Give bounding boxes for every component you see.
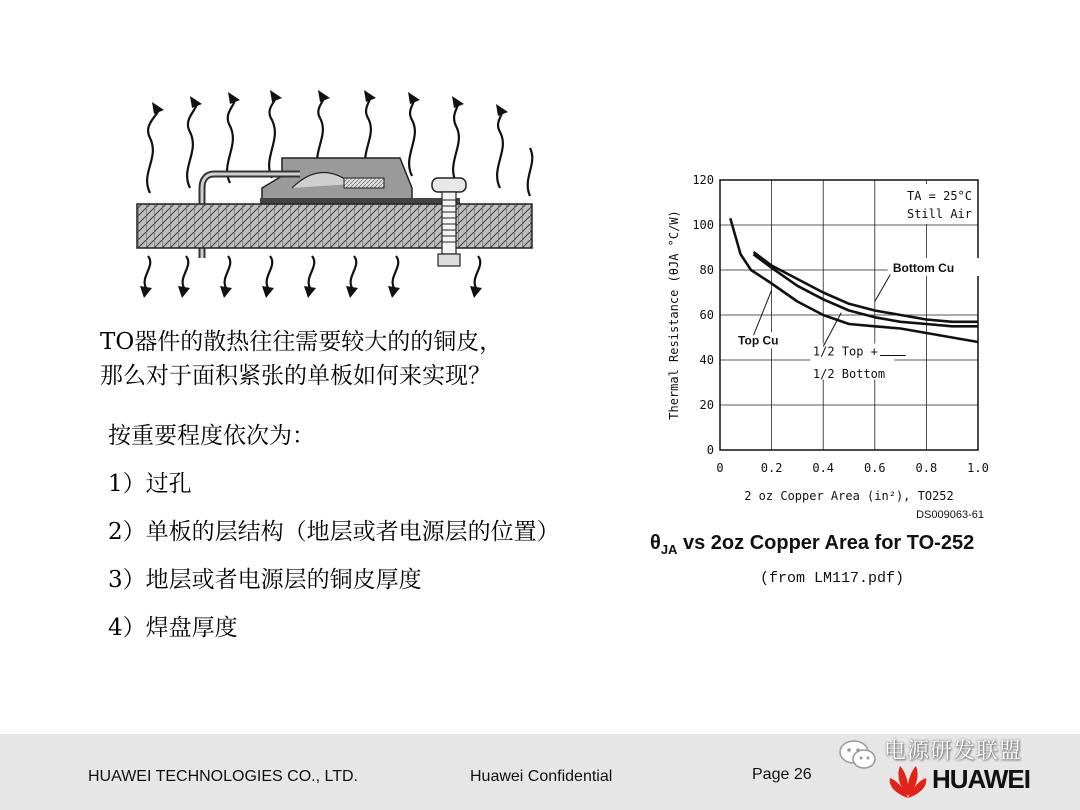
intro-line-1: TO器件的散热往往需要较大的的铜皮，	[100, 329, 503, 355]
watermark-text: 电源研发联盟	[884, 739, 1023, 764]
wechat-icon	[838, 738, 878, 772]
huawei-wordmark: HUAWEI	[932, 764, 1030, 794]
series-line	[730, 218, 978, 342]
annotation-leader	[754, 290, 772, 335]
chart-caption	[650, 532, 974, 557]
footer-confidential: Huawei Confidential	[470, 768, 613, 785]
intro-text	[100, 326, 502, 394]
annotation-half-top: 1/2 Top +	[812, 344, 878, 359]
y-tick-label: 80	[699, 263, 714, 277]
condition-air: Still Air	[906, 207, 972, 221]
thermal-resistance-chart	[622, 166, 1040, 526]
annotation-leader	[875, 275, 890, 302]
x-tick-label: 0.2	[760, 461, 783, 475]
list-item: 1）过孔	[108, 471, 192, 497]
huawei-logo	[886, 752, 1046, 802]
huawei-petals-icon	[886, 758, 930, 802]
annotation-half-bottom: 1/2 Bottom	[812, 367, 886, 381]
list-item: 4）焊盘厚度	[108, 615, 238, 641]
caption-subscript: JA	[660, 542, 678, 557]
y-axis-label: Thermal Resistance (θJA °C/W)	[667, 210, 681, 420]
x-tick-label: 0.6	[863, 461, 886, 475]
footer-company: HUAWEI TECHNOLOGIES CO., LTD.	[88, 768, 358, 785]
y-tick-label: 120	[692, 173, 714, 187]
caption-theta: θ	[650, 532, 661, 554]
condition-temp: TA = 25°C	[906, 189, 972, 203]
x-tick-label: 1.0	[967, 461, 989, 475]
order-title: 按重要程度依次为：	[108, 423, 315, 449]
chart-source: (from LM117.pdf)	[760, 570, 905, 587]
list-item: 2）单板的层结构（地层或者电源层的位置）	[108, 519, 560, 545]
heat-dissipation-figure	[82, 88, 550, 303]
y-tick-label: 60	[699, 308, 714, 322]
chart-code: DS009063-61	[916, 509, 984, 521]
y-tick-label: 40	[699, 353, 714, 367]
x-tick-label: 0.4	[812, 461, 835, 475]
y-tick-label: 100	[692, 218, 714, 232]
y-tick-label: 20	[699, 398, 714, 412]
list-item: 3）地层或者电源层的铜皮厚度	[108, 567, 422, 593]
annotation-bottom-cu: Bottom Cu	[892, 261, 955, 275]
x-axis-label: 2 oz Copper Area (in²), TO252	[744, 489, 954, 503]
x-tick-label: 0	[716, 461, 724, 475]
annotation-top-cu: Top Cu	[738, 333, 779, 348]
page-number: Page 26	[752, 766, 812, 783]
y-tick-label: 0	[706, 443, 714, 457]
footer	[0, 734, 1080, 810]
caption-rest: vs 2oz Copper Area for TO-252	[677, 532, 975, 554]
x-tick-label: 0.8	[915, 461, 938, 475]
intro-line-2: 那么对于面积紧张的单板如何来实现？	[100, 363, 491, 389]
